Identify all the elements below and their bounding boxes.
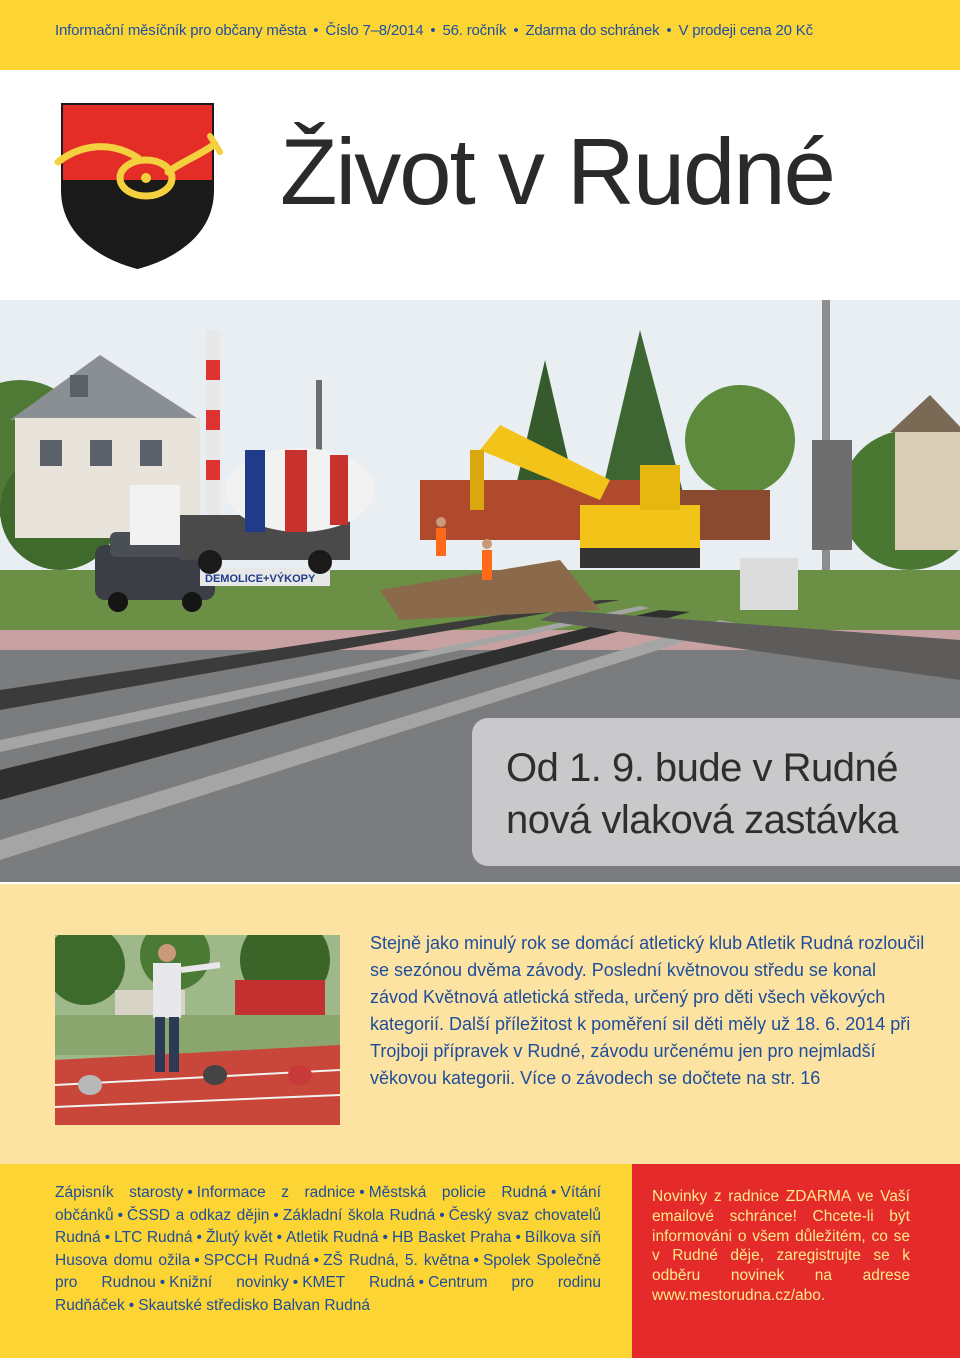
contents-item: KMET Rudná xyxy=(302,1274,415,1291)
bullet-icon: • xyxy=(359,1184,365,1201)
bullet-icon: • xyxy=(159,1274,166,1291)
contents-item: Knižní novinky xyxy=(169,1274,289,1291)
bullet-icon: • xyxy=(513,22,519,39)
header-subtitle: Informační měsíčník pro občany města xyxy=(55,22,307,39)
bullet-icon: • xyxy=(273,1206,279,1224)
newsletter-text: Novinky z radnice ZDARMA ve Vaší emailové schránce! Chcete-li být informováni o všem důležitém, co se v Rudné děje, zaregistrujte se k odběru novinek na adrese www.mestorudna.cz/abo. xyxy=(652,1188,910,1304)
bullet-icon: • xyxy=(128,1296,135,1314)
town-crest-icon xyxy=(50,100,225,270)
contents-item: Zápisník starosty xyxy=(55,1184,184,1201)
contents-item: Atletik Rudná xyxy=(286,1229,379,1246)
bullet-icon: • xyxy=(187,1184,193,1201)
contents-item: HB Basket Praha xyxy=(391,1229,512,1246)
issue-number: Číslo 7–8/2014 xyxy=(325,22,424,39)
bullet-icon: • xyxy=(418,1274,425,1291)
price-note: V prodeji cena 20 Kč xyxy=(678,22,813,39)
truck-sign-text: DEMOLICE+VÝKOPY xyxy=(205,573,316,585)
free-delivery-note: Zdarma do schránek xyxy=(525,22,660,39)
bullet-icon: • xyxy=(276,1229,283,1246)
contents-item: Skautské středisko Balvan Rudná xyxy=(138,1296,371,1314)
bullet-icon: • xyxy=(551,1184,557,1201)
volume-number: 56. ročník xyxy=(442,22,507,39)
header-bar xyxy=(0,0,960,70)
bullet-icon: • xyxy=(313,22,319,39)
athletics-photo xyxy=(55,935,340,1125)
bullet-icon: • xyxy=(117,1206,124,1224)
bullet-icon: • xyxy=(382,1229,388,1246)
contents-item: ZŠ Rudná, 5. května xyxy=(323,1251,470,1269)
contents-item: Informace z radnice xyxy=(196,1184,356,1201)
contents-item: ČSSD a odkaz dějin xyxy=(127,1206,270,1224)
contents-item: Městská policie Rudná xyxy=(368,1184,548,1201)
bullet-icon: • xyxy=(194,1251,200,1269)
headline-line-2: nová vlaková zastávka xyxy=(506,798,898,842)
cover-headline xyxy=(506,742,946,846)
bullet-icon: • xyxy=(196,1229,202,1246)
magazine-title: Život v Rudné xyxy=(280,119,834,224)
bullet-icon: • xyxy=(313,1251,320,1269)
contents-item: Vítání občánků xyxy=(55,1184,601,1224)
contents-item: Bílkova síň Husova domu ožila xyxy=(55,1229,601,1269)
bullet-icon: • xyxy=(104,1229,111,1246)
bullet-icon: • xyxy=(515,1229,521,1246)
bullet-icon: • xyxy=(439,1206,445,1224)
bullet-icon: • xyxy=(292,1274,299,1291)
contents-item: Spolek Společně pro Rudnou xyxy=(55,1251,601,1291)
lead-article-text: Stejně jako minulý rok se domácí atletický klub Atletik Rudná rozloučil se sezónou dvěma závody. Poslední květnovou středu se konal závod Květnová atletická středa, určený pro děti všech věkových kategorií. Další příležitost k poměření sil děti měly už 18. 6. 2014 při Trojboji přípravek v Rudné, závodu určenému jen pro nejmladší věkovou kategorii. Více o závodech se dočtete na str. 16 xyxy=(370,933,925,1088)
contents-item: Žlutý květ xyxy=(205,1229,273,1246)
contents-item: SPCCH Rudná xyxy=(203,1251,310,1269)
bullet-icon: • xyxy=(666,22,672,39)
bullet-icon: • xyxy=(473,1251,479,1269)
contents-item: Centrum pro rodinu Rudňáček xyxy=(55,1274,601,1314)
contents-item: Základní škola Rudná xyxy=(282,1206,436,1224)
table-of-contents xyxy=(55,1182,601,1317)
header-info-line xyxy=(55,22,950,39)
contents-item: Český svaz chovatelů Rudná xyxy=(55,1206,601,1246)
bullet-icon: • xyxy=(430,22,436,39)
masthead xyxy=(0,70,960,300)
contents-item: LTC Rudná xyxy=(114,1229,193,1246)
headline-line-1: Od 1. 9. bude v Rudné xyxy=(506,746,898,790)
